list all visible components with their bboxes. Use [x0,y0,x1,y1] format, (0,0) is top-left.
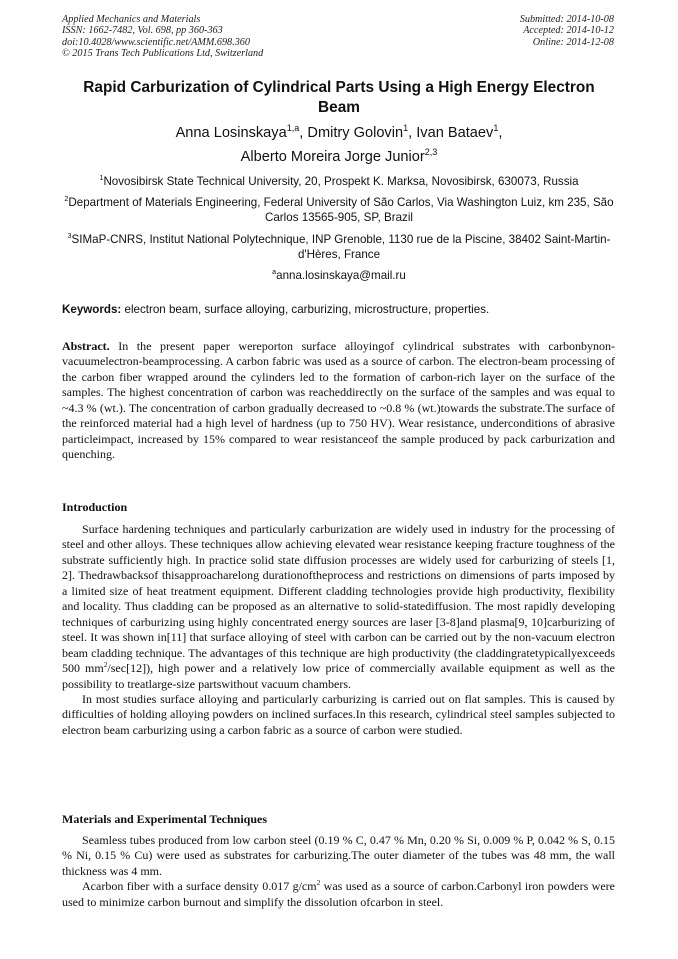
affiliation-mark: 1 [99,173,104,183]
paragraph-text: /sec[12]), high power and a relatively low price of commercially available equipment as well as the possibility to treatlarge-size partswithout vacuum chambers. [62,661,615,691]
author-name: , Ivan Bataev [408,125,494,141]
affiliation-1 [62,174,616,189]
submitted-date: Submitted: 2014-10-08 [519,14,614,25]
affiliation-mark: 3 [67,231,72,241]
affiliation-3 [62,232,616,263]
issn: ISSN: 1662-7482, Vol. 698, pp 360-363 [62,25,223,37]
paragraph [62,879,615,910]
paper-title: Rapid Carburization of Cylindrical Parts Using a High Energy Electron Beam [83,79,595,116]
paragraph-text: was used as a source of carbon.Carbonyl iron powders were used to minimize carbon burnout and simplify the dissolution ofcarbon in steel. [62,879,615,909]
publication-dates [520,14,614,60]
author-list-continued [62,148,616,166]
affiliation-mark: 2 [64,194,69,204]
keywords [62,302,616,317]
author-affiliation-mark: 1,a [286,123,300,134]
author-name: Anna Losinskaya [175,125,287,141]
affiliation-text: SIMaP-CNRS, Institut National Polytechnique, INP Grenoble, 1130 rue de la Piscine, 38402 Saint-Martin-d'Hères, France [71,233,611,262]
author-affiliation-mark: 1 [403,123,409,134]
email-address: anna.losinskaya@mail.ru [276,269,406,282]
paragraph: In most studies surface alloying and particularly carburizing is carried out on flat samples. This is caused by difficulties of holding alloying powders on inclined surfaces.In this research, cylindrical steel samples subjected to electron beam carburizing using a carbon fabric as a source of carbon were studied. [62,691,615,737]
introduction-section [62,522,615,738]
paragraph-text: Acarbon fiber with a surface density 0.017 g/cm [82,879,317,894]
author-affiliation-mark: 2,3 [424,147,438,158]
abstract-text: In the present paper wereporton surface alloyingof cylindrical substrates with carbonbynon-vacuumelectron-beamprocessing. A carbon fabric was used as a source of carbon. The electron-beam processing of the carbon fiber wrapped around the cylinders led to the formation of carbon-rich layer on the surface of the samples. The highest concentration of carbon was reacheddirectly on the surface of the samples and was equal to ~4.3 % (wt.). The concentration of carbon gradually decreased to ~0.8 % (wt.)towards the substrate.The surface of the reinforced material had a high level of hardness (up to 750 HV). Wear resistance, underconditions of abrasive particleimpact, increased by 15% compared to wear resistanceof the sample produced by pack carburization and quenching. [62,339,615,462]
author-affiliation-mark: 1 [493,123,499,134]
section-heading-materials: Materials and Experimental Techniques [62,812,268,826]
author-name: , Dmitry Golovin [299,125,404,141]
journal-header [62,14,614,60]
journal-info [62,14,263,60]
email-mark: a [272,267,277,277]
copyright: © 2015 Trans Tech Publications Ltd, Switzerland [62,48,264,60]
affiliation-text: Department of Materials Engineering, Federal University of São Carlos, Via Washington Luiz, km 235, São Carlos 13565-905, SP, Brazil [68,196,614,225]
doi: doi:10.4028/www.scientific.net/AMM.698.360 [62,36,250,48]
accepted-date: Accepted: 2014-10-12 [523,25,614,37]
author-list [62,124,616,142]
materials-section [62,833,615,910]
paragraph-text: Surface hardening techniques and particularly carburization are widely used in industry for the processing of steel and other alloys. These techniques allow achieving elevated wear resistance keeping fracture toughness of the substrate sufficiently high. In practice solid state diffusion processes are widely used for carburizing of steels [1, 2]. Thedrawbacksof thisapproacharelong durationoftheprocess and restrictions on dimensions of parts imposed by a limited size of heat treatment equipment. Different cladding technologies provide high productivity, flexibility and locality. Thus cladding can be proposed as an alternative to solid-statediffusion. The most rapidly developing techniques of carburizing using highly concentrated energy sources are laser [3-8]and plasma[9, 10]carburizing of steel. It was shown in[11] that surface alloying of steel with carbon can be carried out by the non-vacuum electron beam cladding technique. The advantages of this technique are high productivity (the claddingratetypicallyexceeds 500 mm [62,522,615,676]
paragraph: Seamless tubes produced from low carbon steel (0.19 % C, 0.47 % Mn, 0.20 % Si, 0.009 % P, 0.042 % S, 0.15 % Ni, 0.15 % Cu) were used as substrates for carburizing.The outer diameter of the tubes was 48 mm, the wall thickness was 4 mm. [62,833,615,878]
keywords-text: electron beam, surface alloying, carburizing, microstructure, properties. [121,303,490,316]
affiliation-text: Novosibirsk State Technical University, 20, Prospekt K. Marksa, Novosibirsk, 630073, Russia [103,175,579,188]
author-email [62,268,616,283]
superscript: 2 [316,878,321,888]
online-date: Online: 2014-12-08 [532,36,614,48]
journal-name: Applied Mechanics and Materials [62,14,201,25]
author-separator: , [498,125,503,141]
abstract-label: Abstract. [62,339,110,353]
abstract [62,339,615,463]
section-heading-introduction: Introduction [62,500,128,514]
affiliation-2 [62,195,616,226]
superscript: 2 [103,660,108,670]
keywords-label: Keywords: [62,303,122,316]
author-name: Alberto Moreira Jorge Junior [240,149,425,165]
paragraph [62,522,615,692]
